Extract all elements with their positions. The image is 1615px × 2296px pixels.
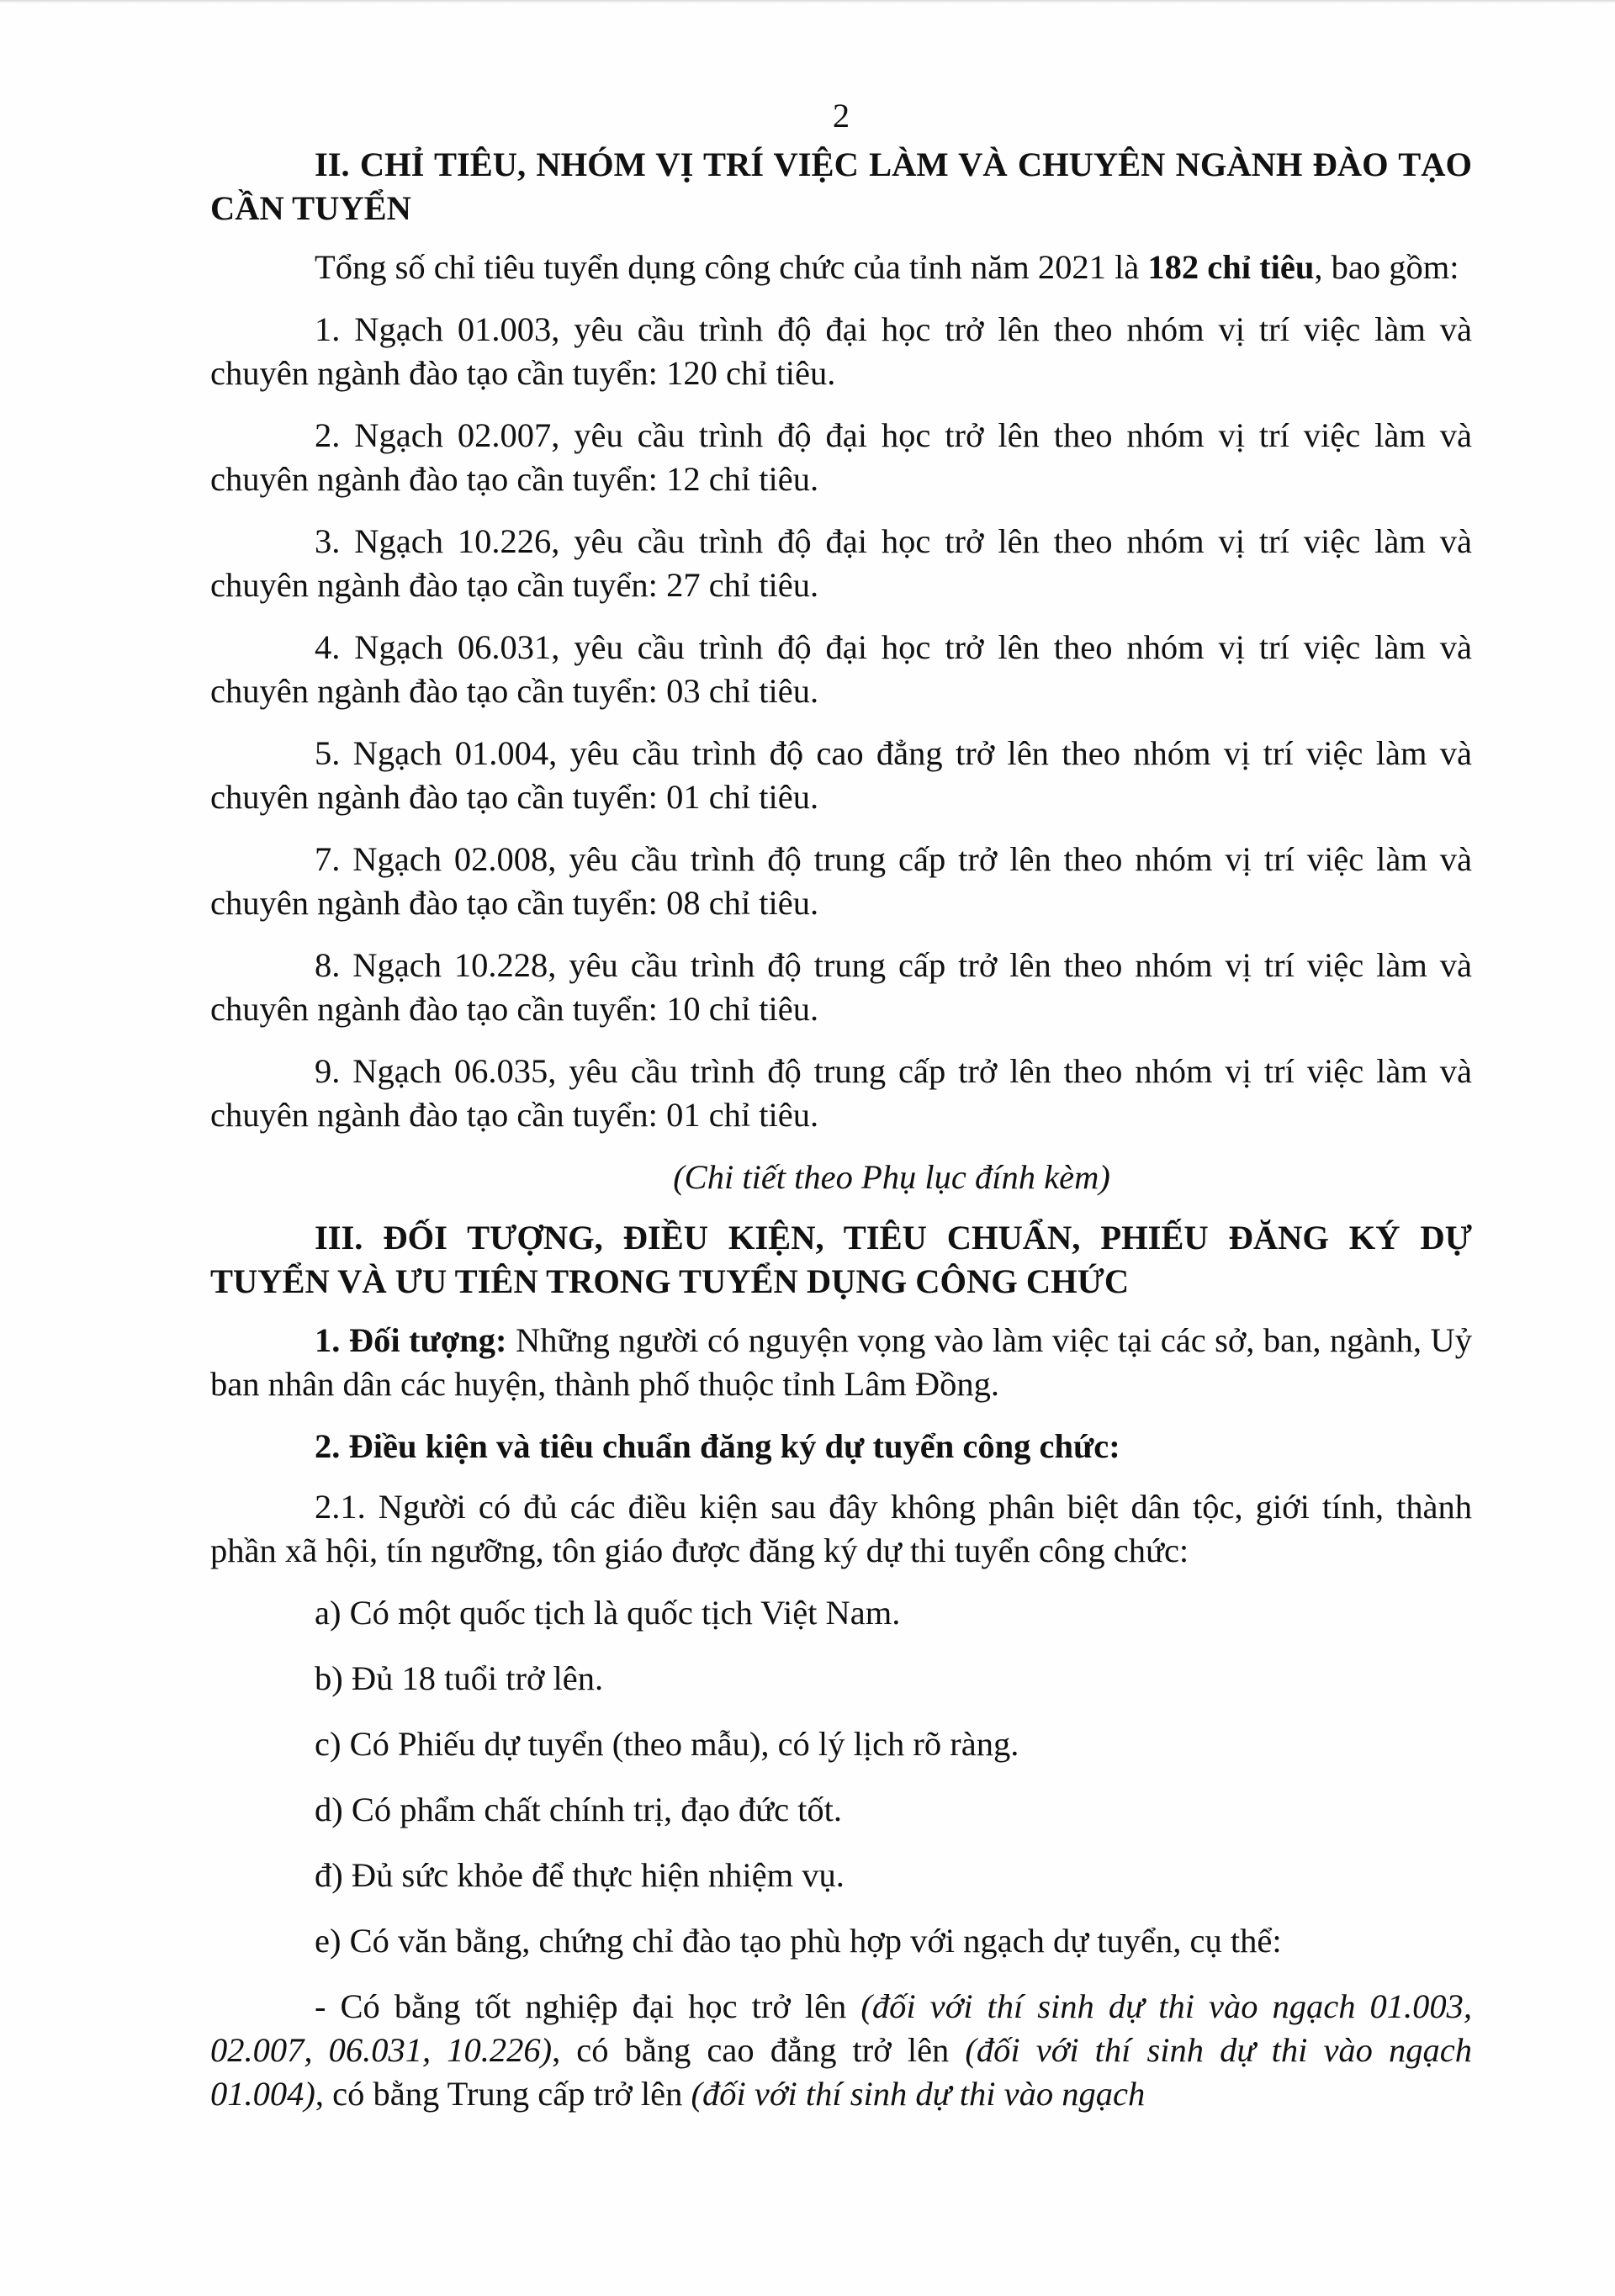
conditions-heading: 2. Điều kiện và tiêu chuẩn đăng ký dự tuyển công chức: bbox=[315, 1427, 1120, 1465]
conditions-intro: 2.1. Người có đủ các điều kiện sau đây không phân biệt dân tộc, giới tính, thành phần xã hội, tín ngưỡng, tôn giáo được đăng ký dự thi tuyển công chức: bbox=[210, 1488, 1472, 1569]
degree-text-1: - Có bằng tốt nghiệp đại học trở lên bbox=[315, 1987, 861, 2025]
appendix-note: (Chi tiết theo Phụ lục đính kèm) bbox=[673, 1158, 1110, 1196]
degree-note-1: (đối với thí sinh dự thi vào ngạch 01.003, 02.007, 06.031, 10.226) bbox=[210, 1987, 1472, 2069]
condition-item: c) Có Phiếu dự tuyển (theo mẫu), có lý lịch rõ ràng. bbox=[315, 1725, 1019, 1763]
quota-item: 5. Ngạch 01.004, yêu cầu trình độ cao đẳng trở lên theo nhóm vị trí việc làm và chuyên ngành đào tạo cần tuyển: 01 chỉ tiêu. bbox=[210, 734, 1472, 816]
condition-item: a) Có một quốc tịch là quốc tịch Việt Nam. bbox=[315, 1594, 901, 1632]
intro-text-end: , bao gồm: bbox=[1314, 248, 1459, 286]
degree-requirement-paragraph bbox=[210, 1985, 1472, 2116]
document-body bbox=[210, 94, 1472, 2135]
quota-item: 1. Ngạch 01.003, yêu cầu trình độ đại học trở lên theo nhóm vị trí việc làm và chuyên ngành đào tạo cần tuyển: 120 chỉ tiêu. bbox=[210, 310, 1472, 392]
quota-item: 7. Ngạch 02.008, yêu cầu trình độ trung cấp trở lên theo nhóm vị trí việc làm và chuyên ngành đào tạo cần tuyển: 08 chỉ tiêu. bbox=[210, 840, 1472, 922]
condition-item: e) Có văn bằng, chứng chỉ đào tạo phù hợp với ngạch dự tuyển, cụ thể: bbox=[315, 1922, 1282, 1960]
degree-note-2: (đối với thí sinh dự thi vào ngạch 01.004) bbox=[210, 2031, 1472, 2113]
target-group-paragraph bbox=[210, 1319, 1472, 1406]
quota-item: 2. Ngạch 02.007, yêu cầu trình độ đại học trở lên theo nhóm vị trí việc làm và chuyên ngành đào tạo cần tuyển: 12 chỉ tiêu. bbox=[210, 416, 1472, 498]
target-group-label: 1. Đối tượng: bbox=[315, 1321, 507, 1359]
intro-text-start: Tổng số chỉ tiêu tuyển dụng công chức của tỉnh năm 2021 là bbox=[315, 248, 1148, 286]
section-2-heading: II. CHỈ TIÊU, NHÓM VỊ TRÍ VIỆC LÀM VÀ CHUYÊN NGÀNH ĐÀO TẠO CẦN TUYỂN bbox=[210, 145, 1472, 227]
scan-edge bbox=[0, 0, 1615, 3]
condition-item: đ) Đủ sức khỏe để thực hiện nhiệm vụ. bbox=[315, 1856, 845, 1894]
quota-item: 3. Ngạch 10.226, yêu cầu trình độ đại học trở lên theo nhóm vị trí việc làm và chuyên ngành đào tạo cần tuyển: 27 chỉ tiêu. bbox=[210, 522, 1472, 604]
target-group-text: Những người có nguyện vọng vào làm việc tại các sở, ban, ngành, Uỷ ban nhân dân các huyện, thành phố thuộc tỉnh Lâm Đồng. bbox=[210, 1321, 1472, 1403]
degree-text-3: , có bằng Trung cấp trở lên bbox=[315, 2075, 691, 2113]
condition-item: d) Có phẩm chất chính trị, đạo đức tốt. bbox=[315, 1791, 843, 1828]
degree-note-3: (đối với thí sinh dự thi vào ngạch bbox=[691, 2075, 1146, 2113]
quota-item: 9. Ngạch 06.035, yêu cầu trình độ trung cấp trở lên theo nhóm vị trí việc làm và chuyên ngành đào tạo cần tuyển: 01 chỉ tiêu. bbox=[210, 1052, 1472, 1134]
condition-item: b) Đủ 18 tuổi trở lên. bbox=[315, 1659, 604, 1697]
total-quota: 182 chỉ tiêu bbox=[1147, 248, 1315, 286]
page-number: 2 bbox=[832, 97, 850, 135]
degree-text-2: , có bằng cao đẳng trở lên bbox=[552, 2031, 966, 2069]
quota-item: 4. Ngạch 06.031, yêu cầu trình độ đại học trở lên theo nhóm vị trí việc làm và chuyên ngành đào tạo cần tuyển: 03 chỉ tiêu. bbox=[210, 628, 1472, 710]
section-3-heading: III. ĐỐI TƯỢNG, ĐIỀU KIỆN, TIÊU CHUẨN, PHIẾU ĐĂNG KÝ DỰ TUYỂN VÀ ƯU TIÊN TRONG TUYỂN DỤNG CÔNG CHỨC bbox=[210, 1219, 1472, 1300]
section-2-intro bbox=[210, 246, 1472, 289]
quota-item: 8. Ngạch 10.228, yêu cầu trình độ trung cấp trở lên theo nhóm vị trí việc làm và chuyên ngành đào tạo cần tuyển: 10 chỉ tiêu. bbox=[210, 946, 1472, 1028]
